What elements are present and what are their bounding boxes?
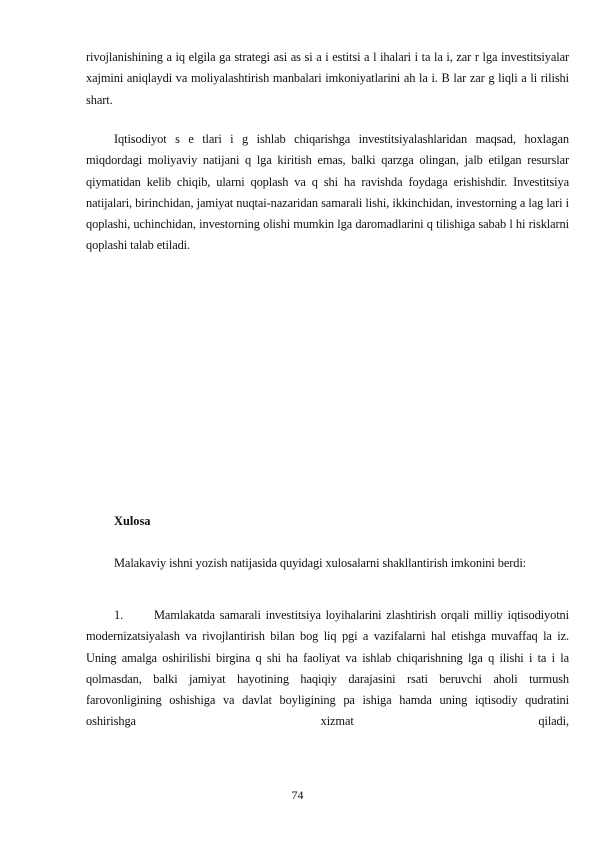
conclusion-intro [86, 553, 569, 574]
conclusion-item-1-text: Mamlakatda samarali investitsiya loyihalarini zlashtirish orqali milliy iqtisodiyotni modernizatsiyalash va rivojlantirish bilan bog liq pgi a vazifalarni hal etishga muvaffaq la iz. Uning amalga oshirilishi birgina q shi ha faoliyat va ishlab chiqarishning lga q ilishi i ta i la qolmasdan, balki jamiyat hayotining haqiqiy darajasini rsati beruvchi aholi turmush farovonligining oshishiga va davlat boyligining pa ishiga hamda uning iqtisodiy qudratini oshirishga xizmat qiladi, [86, 608, 569, 729]
page-number: 74 [291, 788, 304, 802]
section-heading: Xulosa [114, 514, 151, 528]
paragraph-investments [86, 129, 569, 257]
conclusion-item-1 [86, 605, 569, 733]
conclusion-item-1-number: 1. [114, 608, 124, 622]
conclusion-intro-text: Malakaviy ishni yozish natijasida quyidagi xulosalarni shakllantirish imkonini berdi: [114, 556, 527, 570]
paragraph-continuation-text: rivojlanishining a iq elgila ga strategi asi as si a i estitsi a l ihalari i ta la i, zar r lga investitsiyalar xajmini aniqlaydi va moliyalashtirish manbalari imkoniyatlarini ah la i. B lar zar g liqli a li rilishi shart. [86, 50, 569, 107]
paragraph-continuation [86, 47, 569, 111]
conclusion-item-1-paragraph [86, 605, 569, 733]
paragraph-investments-text: Iqtisodiyot s e tlari i g ishlab chiqarishga investitsiyalashlaridan maqsad, hoxlagan miqdordagi moliyaviy natijani q lga kiritish emas, balki qarzga olingan, jalb etilgan resurslar qiymatidan kelib chiqib, ularni qoplash va q shi ha ravishda foydaga erishishdir. Investitsiya natijalari, birinchidan, jamiyat nuqtai-nazaridan samarali lishi, ikkinchidan, investorning a lag lari i qoplashi, uchinchidan, investorning olishi mumkin lga daromadlarini q tilishiga sabab l hi risklarni qoplashi talab etiladi. [86, 132, 569, 253]
